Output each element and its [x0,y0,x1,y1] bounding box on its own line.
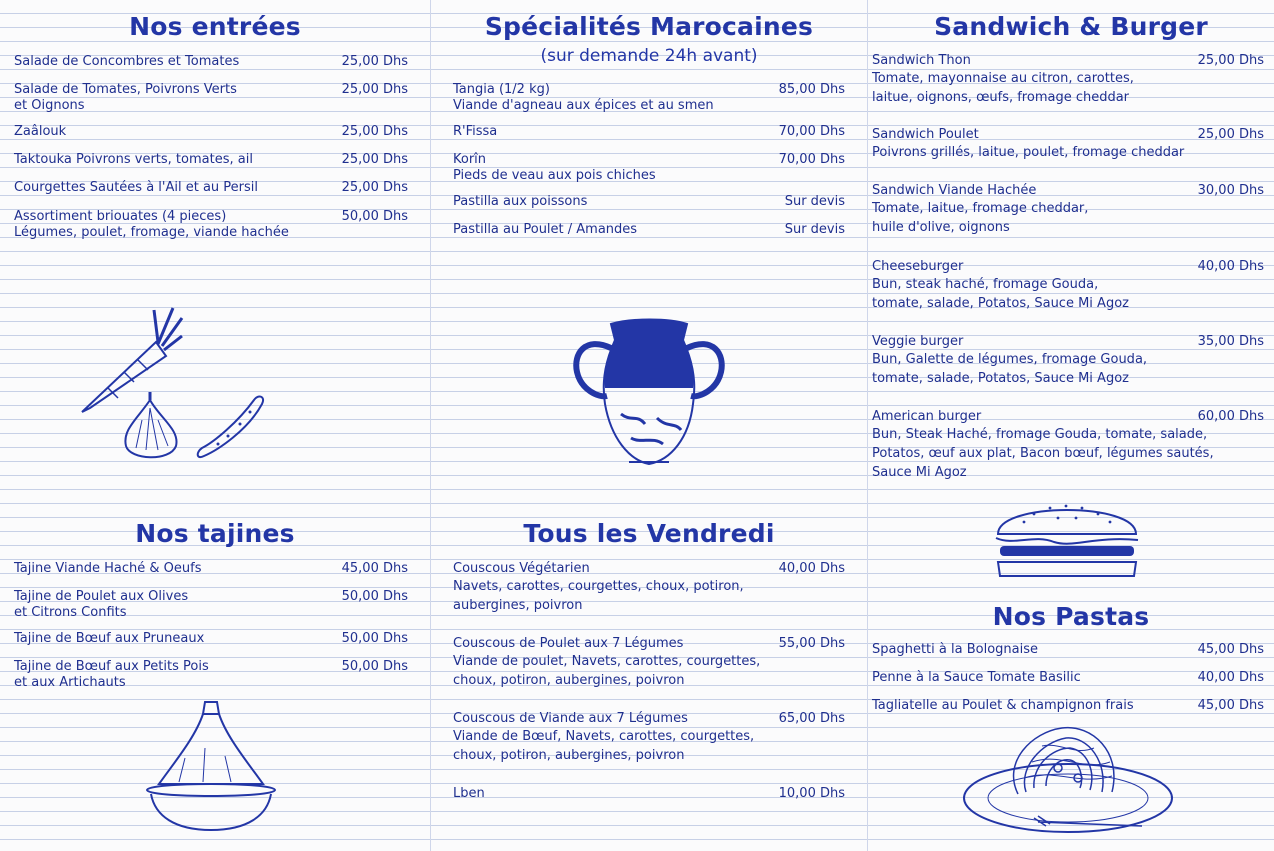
menu-item-name: Tajine de Bœuf aux Pruneaux [14,631,205,646]
menu-item-price: 25,00 Dhs [341,180,408,195]
burger-icon [994,492,1140,580]
menu-item [872,183,1264,237]
menu-item-price: 25,00 Dhs [341,82,408,97]
menu-item [872,334,1264,388]
section-subtitle-specialites: (sur demande 24h avant) [540,46,758,66]
menu-item [453,222,845,238]
column-left [0,0,430,851]
clay-jar-icon [571,318,727,470]
menu-item [872,127,1264,162]
menu-item-price: 50,00 Dhs [341,209,408,224]
menu-item-name: Tajine Viande Haché & Oeufs [14,561,202,576]
menu-item [453,82,845,114]
menu-item-description: Navets, carottes, courgettes, choux, potiron, aubergines, poivron [453,579,744,613]
menu-item-description: Tomate, mayonnaise au citron, carottes, laitue, oignons, œufs, fromage cheddar [872,71,1134,105]
menu-item-description: Poivrons grillés, laitue, poulet, fromage cheddar [872,145,1185,160]
menu-item-row [14,631,408,647]
menu-item [453,636,845,690]
menu-item-description: Viande de Bœuf, Navets, carottes, courgettes, choux, potiron, aubergines, poivron [453,729,755,763]
menu-item-price: 50,00 Dhs [341,589,408,604]
menu-item-row [14,659,408,691]
menu-item-price: 70,00 Dhs [778,152,845,167]
menu-item [872,259,1264,313]
menu-item-description: Tomate, laitue, fromage cheddar, huile d'olive, oignons [872,201,1089,235]
menu-item-name: Penne à la Sauce Tomate Basilic [872,670,1081,685]
menu-item-row [872,183,1264,199]
menu-item-name: Tajine de Bœuf aux Petits Pois et aux Artichauts [14,659,209,690]
menu-item-price: Sur devis [784,222,845,237]
menu-item-price: 60,00 Dhs [1197,409,1264,424]
menu-item-price: 50,00 Dhs [341,659,408,674]
menu-item [872,642,1264,658]
menu-item-name: Pastilla au Poulet / Amandes [453,222,638,237]
menu-item-name: Lben [453,786,485,801]
menu-item-price: 10,00 Dhs [778,786,845,801]
menu-item-name: Taktouka Poivrons verts, tomates, ail [14,152,253,167]
menu-item-row [872,53,1264,69]
menu-item-row [453,636,845,652]
menu-item-row [453,82,845,114]
tajine-pot-icon [145,698,277,836]
menu-item [14,659,408,691]
menu-item-name: Sandwich Viande Hachée [872,183,1037,198]
menu-item-row [14,152,408,168]
menu-item-name: Assortiment briouates (4 pieces) Légumes, poulet, fromage, viande hachée [14,209,289,240]
menu-item [872,670,1264,686]
section-title-pastas: Nos Pastas [992,602,1150,631]
menu-item-name: Spaghetti à la Bolognaise [872,642,1038,657]
menu-item-row [453,152,845,184]
menu-item-row [872,670,1264,686]
menu-item [872,698,1264,714]
menu-item-row [453,194,845,210]
menu-item-name: Sandwich Poulet [872,127,979,142]
menu-item-name: Pastilla aux poissons [453,194,588,209]
menu-item-price: 45,00 Dhs [1197,698,1264,713]
menu-item [14,54,408,70]
menu-item [14,152,408,168]
menu-item-row [872,334,1264,350]
menu-item-description: Bun, Steak Haché, fromage Gouda, tomate, salade, Potatos, œuf aux plat, Bacon bœuf, légumes sautés, Sauce Mi Agoz [872,427,1214,480]
menu-item-price: 55,00 Dhs [778,636,845,651]
menu-item-row [14,54,408,70]
menu-item [14,631,408,647]
menu-item-row [872,127,1264,143]
menu-item-price: 70,00 Dhs [778,124,845,139]
menu-item-name: Sandwich Thon [872,53,971,68]
menu-item-row [453,124,845,140]
menu-item-price: 40,00 Dhs [778,561,845,576]
menu-item-price: Sur devis [784,194,845,209]
menu-item [453,786,845,802]
menu-item-price: 35,00 Dhs [1197,334,1264,349]
menu-item-name: Tajine de Poulet aux Olives et Citrons Confits [14,589,189,620]
menu-item [872,53,1264,107]
menu-item-price: 45,00 Dhs [1197,642,1264,657]
menu-item-row [14,124,408,140]
menu-item-price: 30,00 Dhs [1197,183,1264,198]
menu-item-name: Tagliatelle au Poulet & champignon frais [872,698,1134,713]
menu-item-name: Korîn Pieds de veau aux pois chiches [453,152,656,183]
section-title-tajines: Nos tajines [135,519,295,548]
menu-item [453,561,845,615]
menu-item-name: Couscous de Poulet aux 7 Légumes [453,636,684,651]
menu-item-row [14,209,408,241]
spaghetti-plate-icon [962,722,1174,842]
column-center [431,0,867,851]
menu-item [14,124,408,140]
menu-item [872,409,1264,482]
menu-item-name: American burger [872,409,982,424]
menu-item-name: Salade de Tomates, Poivrons Verts et Oignons [14,82,237,113]
menu-item-name: Couscous Végétarien [453,561,590,576]
menu-item-row [872,409,1264,425]
menu-item-row [872,642,1264,658]
menu-item-price: 25,00 Dhs [1197,127,1264,142]
menu-item-price: 85,00 Dhs [778,82,845,97]
menu-item-row [453,711,845,727]
menu-item-price: 25,00 Dhs [341,124,408,139]
menu-item-row [14,82,408,114]
menu-item-price: 45,00 Dhs [341,561,408,576]
menu-item-row [453,786,845,802]
menu-item-row [14,561,408,577]
menu-item-description: Bun, Galette de légumes, fromage Gouda, tomate, salade, Potatos, Sauce Mi Agoz [872,352,1148,386]
menu-item-name: Courgettes Sautées à l'Ail et au Persil [14,180,259,195]
menu-item-name: R'Fissa [453,124,498,139]
menu-item-name: Couscous de Viande aux 7 Légumes [453,711,688,726]
menu-item [453,124,845,140]
menu-item [453,194,845,210]
menu-item-row [872,259,1264,275]
menu-item-name: Salade de Concombres et Tomates [14,54,240,69]
menu-item-row [872,698,1264,714]
menu-item-row [14,180,408,196]
menu-item-price: 65,00 Dhs [778,711,845,726]
section-title-vendredi: Tous les Vendredi [523,519,775,548]
menu-item-name: Veggie burger [872,334,964,349]
menu-item [14,180,408,196]
menu-item [453,152,845,184]
vegetables-icon [78,300,268,465]
menu-item-description: Bun, steak haché, fromage Gouda, tomate, salade, Potatos, Sauce Mi Agoz [872,277,1129,311]
menu-item-row [14,589,408,621]
menu-item [14,561,408,577]
menu-item [14,209,408,241]
menu-item [453,711,845,765]
menu-item-name: Zaâlouk [14,124,67,139]
menu-item-row [453,222,845,238]
menu-item [14,82,408,114]
menu-item-row [453,561,845,577]
section-title-entrees: Nos entrées [129,12,301,41]
menu-item-price: 25,00 Dhs [1197,53,1264,68]
menu-item-price: 25,00 Dhs [341,54,408,69]
menu-item-name: Cheeseburger [872,259,964,274]
menu-item-price: 50,00 Dhs [341,631,408,646]
menu-item-price: 25,00 Dhs [341,152,408,167]
section-title-specialites: Spécialités Marocaines [484,12,814,41]
menu-item-name: Tangia (1/2 kg) Viande d'agneau aux épices et au smen [453,82,714,113]
menu-item-price: 40,00 Dhs [1197,670,1264,685]
menu-item-price: 40,00 Dhs [1197,259,1264,274]
menu-item-description: Viande de poulet, Navets, carottes, courgettes, choux, potiron, aubergines, poivron [453,654,761,688]
column-right [868,0,1274,851]
menu-item [14,589,408,621]
section-title-sandwich: Sandwich & Burger [934,12,1208,41]
